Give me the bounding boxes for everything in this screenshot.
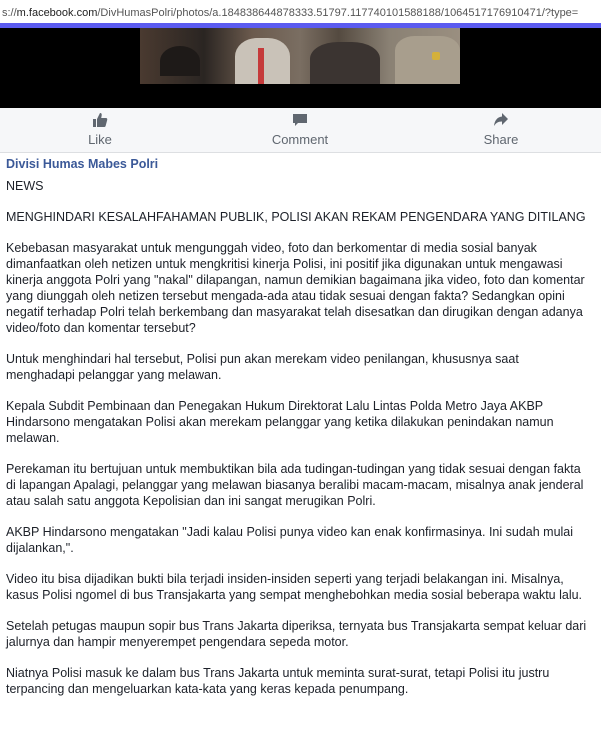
like-button[interactable] bbox=[40, 112, 160, 147]
address-bar[interactable] bbox=[0, 0, 601, 28]
post-photo[interactable] bbox=[140, 28, 460, 84]
post-paragraph: Kepala Subdit Pembinaan dan Penegakan Hukum Direktorat Lalu Lintas Polda Metro Jaya AKBP Hindarsono mengatakan Polisi akan merekam pelanggar yang ketika dilakukan penindakan namun melawan. bbox=[6, 399, 554, 445]
comment-label: Comment bbox=[271, 132, 329, 147]
post-content bbox=[6, 156, 591, 712]
url-prefix: s:// bbox=[2, 7, 17, 19]
thumbs-up-icon bbox=[40, 112, 160, 130]
url-path: /DivHumasPolri/photos/a.184838644878333.51797.117740101588188/1064517176910471/?type= bbox=[97, 7, 579, 19]
photo-detail bbox=[258, 48, 264, 84]
comment-button[interactable] bbox=[240, 112, 360, 147]
share-button[interactable] bbox=[441, 112, 561, 147]
photo-detail bbox=[432, 52, 440, 60]
post-paragraph: Kebebasan masyarakat untuk mengunggah video, foto dan berkomentar di media sosial banyak dimanfaatkan oleh netizen untuk mengkritisi kinerja Polisi, ini positif jika digunakan untuk mengawasi kinerja anggota Polri yang "nakal" dilapangan, namun demikian bagaimana jika video, foto dan komentar yang diunggah oleh netizen tersebut mengada-ada atau tidak sesuai dengan fakta? Sedangkan opini negatif terhadap Polri telah berkembang dan masyarakat telah disesatkan dan dirugikan dengan adanya video/foto dan komentar tersebut? bbox=[6, 241, 585, 335]
photo-figure bbox=[160, 46, 200, 76]
photo-viewer bbox=[0, 28, 601, 108]
share-arrow-icon bbox=[441, 112, 561, 130]
post-paragraph: Video itu bisa dijadikan bukti bila terjadi insiden-insiden seperti yang terjadi belakangan ini. Misalnya, kasus Polisi ngomel di bus Transjakarta yang sempat menghebohkan media sosial beberapa waktu lalu. bbox=[6, 572, 583, 602]
url-text[interactable] bbox=[2, 7, 578, 19]
post-headline: MENGHINDARI KESALAHFAHAMAN PUBLIK, POLISI AKAN REKAM PENGENDARA YANG DITILANG bbox=[6, 210, 586, 224]
photo-figure bbox=[395, 36, 460, 84]
like-label: Like bbox=[88, 132, 112, 147]
url-domain: m.facebook.com bbox=[16, 7, 98, 19]
photo-figure bbox=[310, 42, 380, 84]
comment-icon bbox=[240, 112, 360, 130]
post-paragraph: AKBP Hindarsono mengatakan "Jadi kalau Polisi punya video kan enak konfirmasinya. Ini sudah mulai dijalankan,". bbox=[6, 525, 574, 555]
post-paragraph: NEWS bbox=[6, 179, 44, 193]
post-paragraph: Niatnya Polisi masuk ke dalam bus Trans Jakarta untuk meminta surat-surat, tetapi Polisi itu justru terpancing dan mengeluarkan kata-kata yang keras kepada penumpang. bbox=[6, 666, 550, 696]
post-paragraph: Setelah petugas maupun sopir bus Trans Jakarta diperiksa, ternyata bus Transjakarta sempat keluar dari jalurnya dan hampir menyerempet pengendara sepeda motor. bbox=[6, 619, 587, 649]
action-bar bbox=[0, 108, 601, 153]
post-paragraph: Perekaman itu bertujuan untuk membuktikan bila ada tudingan-tudingan yang tidak sesuai dengan fakta di lapangan Apalagi, pelanggar yang melawan biasanya beralibi macam-macam, misalnya anak jenderal atau salah satu anggota Kepolisian dan ini sangat merugikan Polri. bbox=[6, 462, 584, 508]
post-author-link[interactable]: Divisi Humas Mabes Polri bbox=[6, 157, 159, 171]
post-paragraph: Untuk menghindari hal tersebut, Polisi pun akan merekam video penilangan, khususnya saat menghadapi pelanggar yang melawan. bbox=[6, 352, 519, 382]
share-label: Share bbox=[483, 132, 519, 147]
